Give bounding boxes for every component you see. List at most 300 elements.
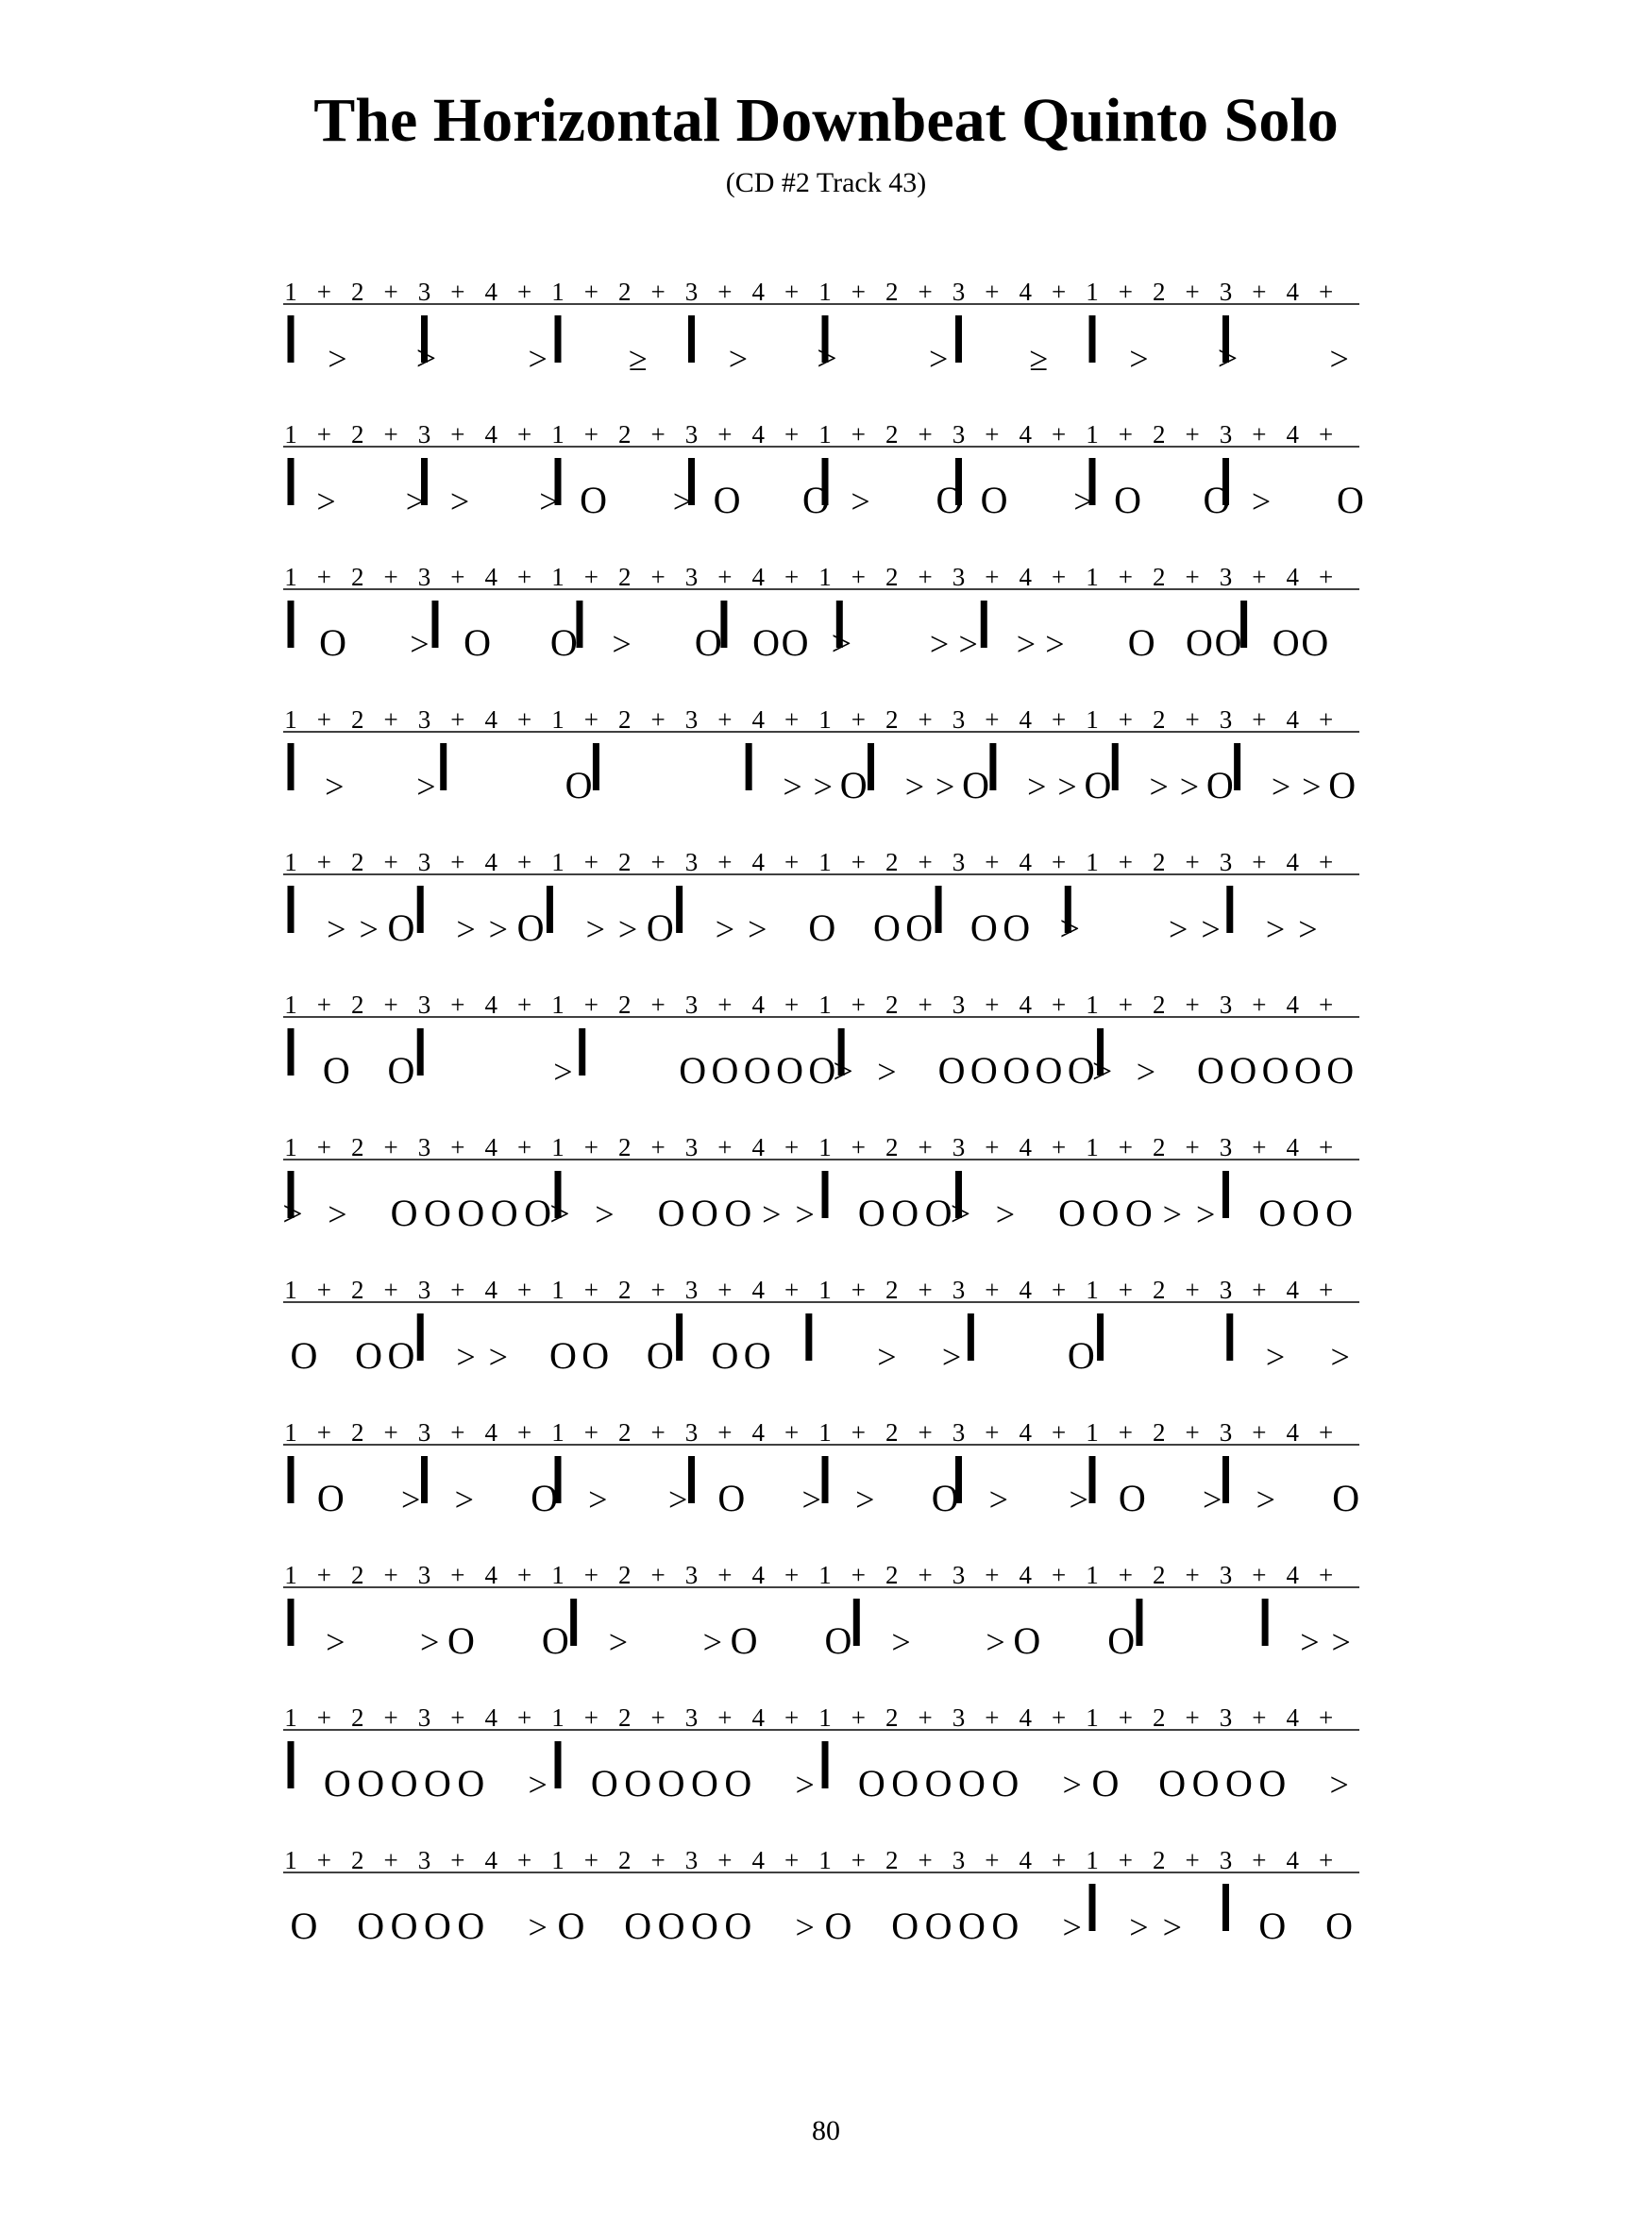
accent-mark: >: [1300, 1623, 1320, 1661]
count-label: 4: [751, 1561, 765, 1589]
accent-mark: >: [1329, 1766, 1349, 1804]
count-label: 1: [284, 1846, 297, 1874]
count-label: +: [316, 1418, 331, 1447]
count-label: +: [1185, 1276, 1200, 1304]
count-label: +: [985, 563, 1000, 591]
open-tone-mark: O: [1325, 1192, 1354, 1234]
count-label: +: [784, 1561, 800, 1589]
count-label: +: [851, 420, 866, 449]
accent-mark: >: [877, 1053, 897, 1091]
accent-mark: >: [877, 1338, 897, 1376]
count-label: +: [517, 278, 532, 306]
count-label: +: [383, 991, 398, 1019]
open-tone-mark: O: [891, 1192, 919, 1234]
count-label: 4: [751, 278, 765, 306]
open-tone-mark: O: [447, 1619, 475, 1662]
count-label: 2: [885, 278, 899, 306]
count-label: 4: [1286, 1133, 1299, 1161]
count-label: 2: [1153, 420, 1166, 449]
count-label: +: [851, 1846, 866, 1874]
count-label: 1: [818, 991, 832, 1019]
count-label: 2: [885, 563, 899, 591]
accent-mark: >: [415, 339, 437, 379]
open-tone-mark: O: [1325, 1905, 1354, 1947]
accent-mark: >: [950, 1194, 971, 1234]
count-label: +: [1252, 278, 1267, 306]
count-label: +: [1319, 991, 1334, 1019]
count-label: +: [1118, 848, 1133, 876]
open-tone-mark: O: [924, 1762, 952, 1804]
count-label: 4: [1286, 563, 1299, 591]
count-label: 3: [1219, 1418, 1233, 1447]
count-label: +: [784, 991, 800, 1019]
count-label: 4: [1286, 1703, 1299, 1732]
accent-mark: >: [612, 625, 632, 663]
open-tone-mark: O: [1197, 1049, 1224, 1092]
count-label: 4: [751, 1276, 765, 1304]
open-tone-mark: O: [713, 479, 741, 521]
accent-mark: >: [795, 1195, 815, 1233]
accent-mark: >: [1129, 1908, 1149, 1946]
count-label: 3: [684, 1703, 699, 1732]
count-label: 4: [751, 705, 765, 734]
open-tone-mark: O: [387, 906, 415, 949]
count-label: +: [517, 1133, 532, 1161]
count-label: 1: [818, 1703, 832, 1732]
count-label: 1: [818, 1561, 832, 1589]
count-label: +: [784, 278, 800, 306]
count-label: 3: [952, 1133, 966, 1161]
open-tone-mark: O: [980, 479, 1008, 521]
count-label: +: [851, 1418, 866, 1447]
count-label: 4: [484, 705, 497, 734]
accent-mark: >: [762, 1195, 782, 1233]
open-tone-mark: O: [969, 1049, 998, 1092]
count-label: 2: [1153, 848, 1166, 876]
count-label: +: [1319, 1561, 1334, 1589]
count-label: +: [450, 563, 465, 591]
open-tone-mark: O: [824, 1619, 852, 1662]
count-label: 3: [952, 420, 966, 449]
open-tone-mark: O: [657, 1905, 685, 1947]
count-label: +: [1185, 278, 1200, 306]
count-label: +: [717, 563, 733, 591]
accent-mark: >: [941, 1338, 962, 1376]
count-label: 2: [618, 1133, 632, 1161]
count-label: +: [517, 1418, 532, 1447]
open-tone-mark: O: [991, 1905, 1020, 1947]
open-tone-mark: O: [1118, 1477, 1146, 1519]
open-tone-mark: O: [457, 1192, 485, 1234]
count-label: 2: [885, 420, 899, 449]
open-tone-mark: O: [694, 621, 722, 664]
open-tone-mark: O: [590, 1762, 618, 1804]
open-tone-mark: O: [891, 1905, 919, 1947]
count-label: +: [1052, 1133, 1067, 1161]
count-label: +: [383, 420, 398, 449]
open-tone-mark: O: [1003, 1049, 1031, 1092]
accent-mark: >: [405, 483, 426, 520]
count-label: 2: [1153, 991, 1166, 1019]
count-label: +: [1052, 1561, 1067, 1589]
count-label: +: [650, 563, 666, 591]
count-label: +: [1252, 1276, 1267, 1304]
count-label: +: [1052, 848, 1067, 876]
accent-mark: >: [986, 1623, 1005, 1661]
accent-mark: >: [617, 910, 638, 948]
open-tone-mark: O: [801, 479, 830, 521]
count-label: 4: [1286, 1418, 1299, 1447]
open-tone-mark: O: [322, 1049, 350, 1092]
accent-mark: >: [454, 1481, 474, 1518]
count-label: 3: [952, 705, 966, 734]
accent-mark: >: [1169, 910, 1188, 948]
accent-mark: >: [528, 1908, 548, 1946]
accent-mark: ≥: [628, 340, 648, 378]
open-tone-mark: O: [1205, 764, 1234, 806]
count-label: 3: [952, 1703, 966, 1732]
count-label: 4: [484, 848, 497, 876]
open-tone-mark: O: [657, 1192, 685, 1234]
count-label: 3: [1219, 1561, 1233, 1589]
count-label: 1: [284, 420, 297, 449]
count-label: +: [1118, 563, 1133, 591]
count-label: 2: [351, 278, 364, 306]
accent-mark: >: [851, 483, 870, 520]
count-label: 1: [818, 848, 832, 876]
count-label: 1: [284, 1133, 297, 1161]
count-label: +: [316, 1703, 331, 1732]
accent-mark: >: [1162, 1195, 1182, 1233]
count-label: 3: [952, 278, 966, 306]
accent-mark: >: [1265, 1338, 1286, 1376]
count-label: 2: [1153, 1703, 1166, 1732]
count-label: +: [717, 1133, 733, 1161]
count-label: 3: [952, 1561, 966, 1589]
accent-mark: >: [553, 1053, 573, 1091]
accent-mark: >: [1129, 340, 1149, 378]
accent-mark: >: [420, 1623, 440, 1661]
count-label: +: [1052, 1418, 1067, 1447]
count-label: 3: [952, 1276, 966, 1304]
open-tone-mark: O: [1258, 1762, 1287, 1804]
count-label: 1: [1086, 278, 1099, 306]
count-label: 2: [885, 1418, 899, 1447]
count-label: 2: [618, 278, 632, 306]
count-label: +: [583, 1133, 598, 1161]
count-label: +: [450, 991, 465, 1019]
count-label: +: [517, 991, 532, 1019]
open-tone-mark: O: [387, 1334, 415, 1377]
count-label: 3: [1219, 1846, 1233, 1874]
count-label: 1: [818, 1846, 832, 1874]
open-tone-mark: O: [323, 1762, 351, 1804]
accent-mark: >: [891, 1623, 911, 1661]
open-tone-mark: O: [565, 764, 593, 806]
count-label: +: [517, 1276, 532, 1304]
count-label: +: [784, 420, 800, 449]
count-label: +: [784, 1276, 800, 1304]
accent-mark: >: [1302, 768, 1322, 805]
count-label: +: [650, 848, 666, 876]
open-tone-mark: O: [390, 1192, 418, 1234]
count-label: +: [784, 1133, 800, 1161]
count-label: 4: [484, 278, 497, 306]
accent-mark: >: [1179, 768, 1200, 805]
count-label: +: [784, 1846, 800, 1874]
count-label: 2: [618, 991, 632, 1019]
count-label: +: [784, 1703, 800, 1732]
open-tone-mark: O: [781, 621, 809, 664]
count-label: +: [450, 1133, 465, 1161]
count-label: 4: [1286, 278, 1299, 306]
count-label: +: [985, 705, 1000, 734]
open-tone-mark: O: [991, 1762, 1020, 1804]
count-label: +: [717, 278, 733, 306]
accent-mark: >: [282, 1194, 303, 1234]
count-label: +: [650, 420, 666, 449]
accent-mark: >: [416, 768, 436, 805]
count-label: 2: [1153, 1561, 1166, 1589]
count-label: 1: [1086, 1133, 1099, 1161]
count-label: 4: [1019, 991, 1032, 1019]
count-label: +: [1319, 1276, 1334, 1304]
count-label: +: [851, 278, 866, 306]
count-label: 2: [885, 1846, 899, 1874]
page-title: The Horizontal Downbeat Quinto Solo: [313, 86, 1339, 155]
count-label: 2: [351, 1418, 364, 1447]
open-tone-mark: O: [724, 1905, 752, 1947]
accent-mark: >: [528, 1766, 548, 1804]
count-label: +: [1252, 1133, 1267, 1161]
count-label: 2: [885, 1276, 899, 1304]
count-label: 2: [885, 1133, 899, 1161]
count-label: +: [1185, 1133, 1200, 1161]
count-label: +: [650, 1418, 666, 1447]
count-label: +: [1252, 1418, 1267, 1447]
count-label: 3: [684, 705, 699, 734]
open-tone-mark: O: [1084, 764, 1112, 806]
accent-mark: >: [1195, 1195, 1216, 1233]
count-label: +: [1052, 563, 1067, 591]
count-label: 2: [885, 848, 899, 876]
open-tone-mark: O: [1158, 1762, 1187, 1804]
open-tone-mark: O: [824, 1905, 852, 1947]
open-tone-mark: O: [624, 1905, 652, 1947]
accent-mark: >: [783, 768, 802, 805]
open-tone-mark: O: [839, 764, 868, 806]
count-label: 2: [1153, 278, 1166, 306]
open-tone-mark: O: [646, 906, 674, 949]
count-label: +: [1052, 1846, 1067, 1874]
open-tone-mark: O: [891, 1762, 919, 1804]
count-label: +: [717, 705, 733, 734]
count-label: 4: [1019, 563, 1032, 591]
open-tone-mark: O: [962, 764, 989, 806]
count-label: 1: [1086, 563, 1099, 591]
count-label: +: [1185, 563, 1200, 591]
count-label: 4: [1286, 420, 1299, 449]
count-label: 2: [885, 991, 899, 1019]
open-tone-mark: O: [679, 1049, 707, 1092]
count-label: 3: [952, 1418, 966, 1447]
count-label: 3: [1219, 563, 1233, 591]
count-label: 3: [684, 1133, 699, 1161]
open-tone-mark: O: [691, 1905, 718, 1947]
open-tone-mark: O: [873, 906, 901, 949]
count-label: +: [717, 1846, 733, 1874]
count-label: 3: [1219, 1133, 1233, 1161]
count-label: 4: [1019, 278, 1032, 306]
count-label: +: [717, 991, 733, 1019]
open-tone-mark: O: [743, 1049, 771, 1092]
count-label: 3: [417, 278, 431, 306]
open-tone-mark: O: [524, 1192, 552, 1234]
count-label: +: [985, 420, 1000, 449]
open-tone-mark: O: [1185, 621, 1213, 664]
count-label: 3: [1219, 1703, 1233, 1732]
open-tone-mark: O: [290, 1334, 318, 1377]
count-label: 4: [1286, 1561, 1299, 1589]
count-label: 2: [351, 1703, 364, 1732]
count-label: 3: [684, 563, 699, 591]
open-tone-mark: O: [969, 906, 998, 949]
count-label: +: [717, 1561, 733, 1589]
accent-mark: >: [833, 1052, 853, 1092]
count-label: +: [1118, 278, 1133, 306]
count-label: +: [450, 1561, 465, 1589]
count-label: +: [383, 1276, 398, 1304]
count-label: 3: [684, 991, 699, 1019]
accent-mark: >: [936, 768, 955, 805]
open-tone-mark: O: [1127, 621, 1155, 664]
count-label: 1: [1086, 1561, 1099, 1589]
open-tone-mark: O: [958, 1762, 986, 1804]
count-label: +: [1052, 278, 1067, 306]
open-tone-mark: O: [355, 1334, 383, 1377]
accent-mark: >: [672, 483, 693, 520]
count-label: 4: [751, 1418, 765, 1447]
accent-mark: >: [1203, 1481, 1222, 1518]
count-label: +: [985, 1703, 1000, 1732]
count-label: +: [450, 1276, 465, 1304]
count-label: 2: [618, 848, 632, 876]
open-tone-mark: O: [730, 1619, 758, 1662]
count-label: 1: [551, 1133, 565, 1161]
count-label: 3: [417, 991, 431, 1019]
count-label: +: [316, 848, 331, 876]
count-label: +: [583, 705, 598, 734]
count-label: +: [851, 1561, 866, 1589]
count-label: 1: [284, 1418, 297, 1447]
count-label: +: [583, 848, 598, 876]
count-label: 2: [885, 705, 899, 734]
count-label: 2: [1153, 705, 1166, 734]
open-tone-mark: O: [357, 1905, 385, 1947]
count-label: +: [316, 1846, 331, 1874]
count-label: 1: [284, 563, 297, 591]
count-label: 4: [484, 563, 497, 591]
open-tone-mark: O: [1214, 621, 1242, 664]
count-label: +: [517, 848, 532, 876]
open-tone-mark: O: [516, 906, 545, 949]
open-tone-mark: O: [808, 906, 836, 949]
count-label: +: [1052, 420, 1067, 449]
count-label: +: [717, 420, 733, 449]
count-label: 1: [284, 705, 297, 734]
open-tone-mark: O: [857, 1762, 885, 1804]
count-label: +: [1319, 278, 1334, 306]
accent-mark: >: [401, 1481, 421, 1518]
count-label: +: [717, 848, 733, 876]
count-label: +: [784, 705, 800, 734]
count-label: 1: [1086, 1418, 1099, 1447]
count-label: +: [918, 1133, 933, 1161]
accent-mark: >: [1149, 768, 1169, 805]
accent-mark: >: [1091, 1052, 1113, 1092]
accent-mark: >: [456, 910, 476, 948]
count-label: 2: [351, 1561, 364, 1589]
accent-mark: >: [1329, 340, 1349, 378]
count-label: 1: [284, 848, 297, 876]
count-label: 2: [1153, 1418, 1166, 1447]
accent-mark: >: [359, 910, 379, 948]
count-label: 1: [818, 563, 832, 591]
count-label: 2: [351, 1276, 364, 1304]
open-tone-mark: O: [1261, 1049, 1290, 1092]
count-label: +: [450, 1418, 465, 1447]
count-label: 4: [484, 1561, 497, 1589]
open-tone-mark: O: [924, 1192, 952, 1234]
accent-mark: >: [1136, 1053, 1156, 1091]
count-label: 2: [618, 420, 632, 449]
count-label: +: [650, 278, 666, 306]
count-label: 3: [684, 1561, 699, 1589]
count-label: +: [985, 1846, 1000, 1874]
count-label: +: [918, 1418, 933, 1447]
count-label: +: [1252, 991, 1267, 1019]
count-label: 3: [417, 1561, 431, 1589]
open-tone-mark: O: [1229, 1049, 1257, 1092]
count-label: 4: [751, 1133, 765, 1161]
accent-mark: >: [316, 483, 336, 520]
open-tone-mark: O: [1258, 1905, 1287, 1947]
count-label: +: [918, 420, 933, 449]
open-tone-mark: O: [457, 1905, 485, 1947]
open-tone-mark: O: [390, 1905, 418, 1947]
count-label: 2: [351, 1133, 364, 1161]
open-tone-mark: O: [1326, 1049, 1355, 1092]
count-label: +: [316, 705, 331, 734]
count-label: +: [918, 991, 933, 1019]
accent-mark: >: [1256, 1481, 1275, 1518]
open-tone-mark: O: [691, 1762, 718, 1804]
count-label: +: [316, 1133, 331, 1161]
count-label: 3: [952, 991, 966, 1019]
count-label: +: [851, 563, 866, 591]
count-label: +: [316, 1561, 331, 1589]
count-label: +: [1319, 1418, 1334, 1447]
accent-mark: >: [1045, 625, 1065, 663]
count-label: +: [851, 1276, 866, 1304]
count-label: +: [784, 1418, 800, 1447]
accent-mark: >: [795, 1766, 815, 1804]
count-label: 3: [1219, 1276, 1233, 1304]
count-label: +: [650, 705, 666, 734]
page-number: 80: [812, 2115, 840, 2146]
count-label: +: [1118, 705, 1133, 734]
count-label: +: [316, 278, 331, 306]
